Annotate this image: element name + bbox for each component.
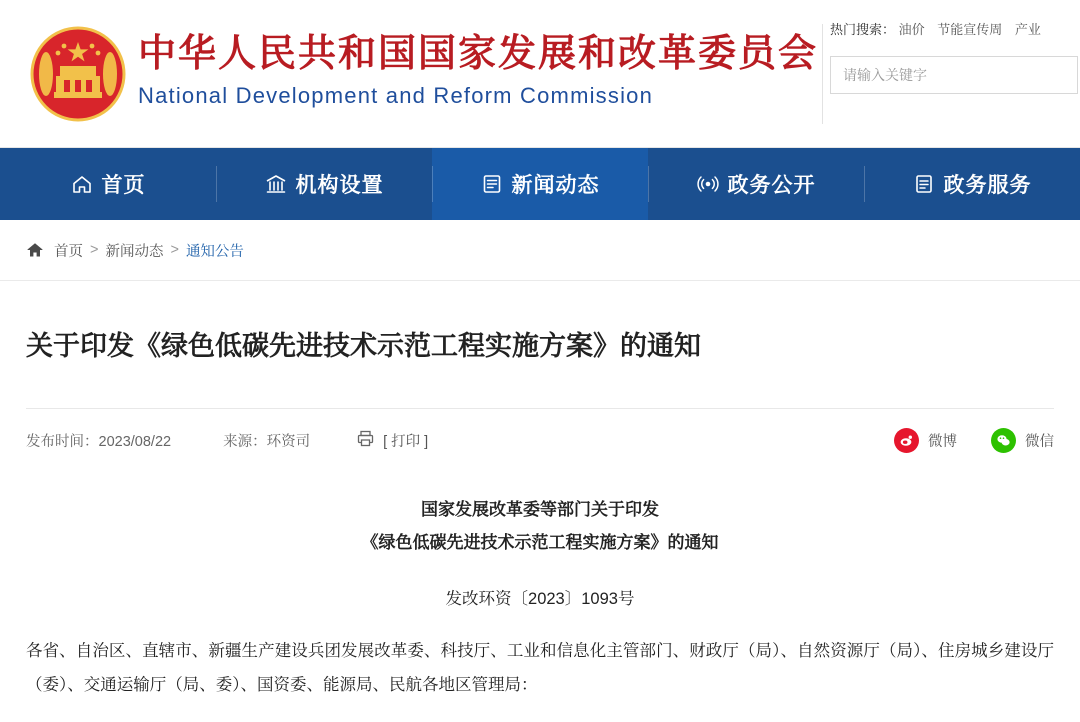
print-button[interactable] [356, 429, 428, 452]
breadcrumb-separator-1: > [170, 242, 179, 258]
bank-icon [265, 173, 287, 195]
nav-label-organization: 机构设置 [295, 174, 384, 197]
breadcrumb [0, 220, 1080, 281]
broadcast-icon [697, 173, 719, 195]
home-icon [71, 173, 93, 195]
home-filled-icon [26, 241, 44, 259]
nav-item-home[interactable] [0, 148, 216, 220]
article-source [223, 430, 310, 451]
source-label: 来源： [223, 433, 267, 450]
nav-item-organization[interactable] [216, 148, 432, 220]
document-heading-line1: 国家发展改革委等部门关于印发 [421, 500, 659, 520]
weixin-icon [991, 428, 1016, 453]
source-value: 环资司 [266, 433, 311, 450]
search-input[interactable] [831, 57, 1077, 93]
nav-item-public-affairs[interactable] [648, 148, 864, 220]
nav-item-services[interactable] [864, 148, 1080, 220]
publish-date-label: 发布时间： [26, 433, 99, 450]
site-title-cn: 中华人民共和国国家发展和改革委员会 [138, 33, 819, 75]
breadcrumb-item-2[interactable]: 通知公告 [185, 243, 244, 260]
printer-icon [356, 429, 375, 452]
nav-label-public-affairs: 政务公开 [727, 174, 816, 197]
main-nav [0, 148, 1080, 220]
search-box[interactable] [830, 56, 1078, 94]
breadcrumb-item-1[interactable]: 新闻动态 [105, 243, 164, 260]
share-weibo-label: 微博 [928, 433, 957, 450]
national-emblem-icon [26, 22, 130, 126]
breadcrumb-item-0[interactable]: 首页 [54, 243, 83, 260]
document-paragraph-1: 各省、自治区、直辖市、新疆生产建设兵团发展改革委、科技厅、工业和信息化主管部门、财政厅（局）、自然资源厅（局）、住房城乡建设厅（委）、交通运输厅（局、委）、国资委、能源局、民航各地区管理局： [26, 642, 1054, 695]
share-weixin[interactable] [991, 428, 1054, 453]
document-heading-line2: 《绿色低碳先进技术示范工程实施方案》的通知 [361, 533, 719, 553]
document-heading [26, 493, 1054, 559]
article [0, 327, 1080, 703]
document-number: 发改环资〔2023〕1093号 [445, 590, 635, 609]
publish-date [26, 430, 171, 451]
hot-search-item-1[interactable]: 节能宣传周 [937, 22, 1003, 37]
hot-search [830, 20, 1080, 40]
search-area [830, 20, 1080, 94]
header-divider [822, 24, 823, 124]
weibo-icon [894, 428, 919, 453]
hot-search-item-2[interactable]: 产业 [1014, 22, 1041, 37]
breadcrumb-separator-0: > [90, 242, 99, 258]
hot-search-item-0[interactable]: 油价 [898, 22, 925, 37]
share-bar [894, 428, 1054, 453]
site-title [138, 30, 818, 109]
nav-label-services: 政务服务 [943, 174, 1032, 197]
publish-date-value: 2023/08/22 [98, 433, 172, 450]
print-label: [ 打印 ] [383, 433, 429, 450]
nav-label-news: 新闻动态 [511, 174, 600, 197]
share-weixin-label: 微信 [1025, 433, 1054, 450]
nav-item-news[interactable] [432, 148, 648, 220]
hot-search-label: 热门搜索： [830, 22, 896, 37]
nav-label-home: 首页 [101, 174, 146, 197]
document-icon [913, 173, 935, 195]
site-title-en: National Development and Reform Commission [138, 83, 654, 109]
page-title: 关于印发《绿色低碳先进技术示范工程实施方案》的通知 [26, 331, 701, 361]
article-meta [26, 409, 1054, 471]
share-weibo[interactable] [894, 428, 957, 453]
site-header [0, 0, 1080, 148]
news-icon [481, 173, 503, 195]
